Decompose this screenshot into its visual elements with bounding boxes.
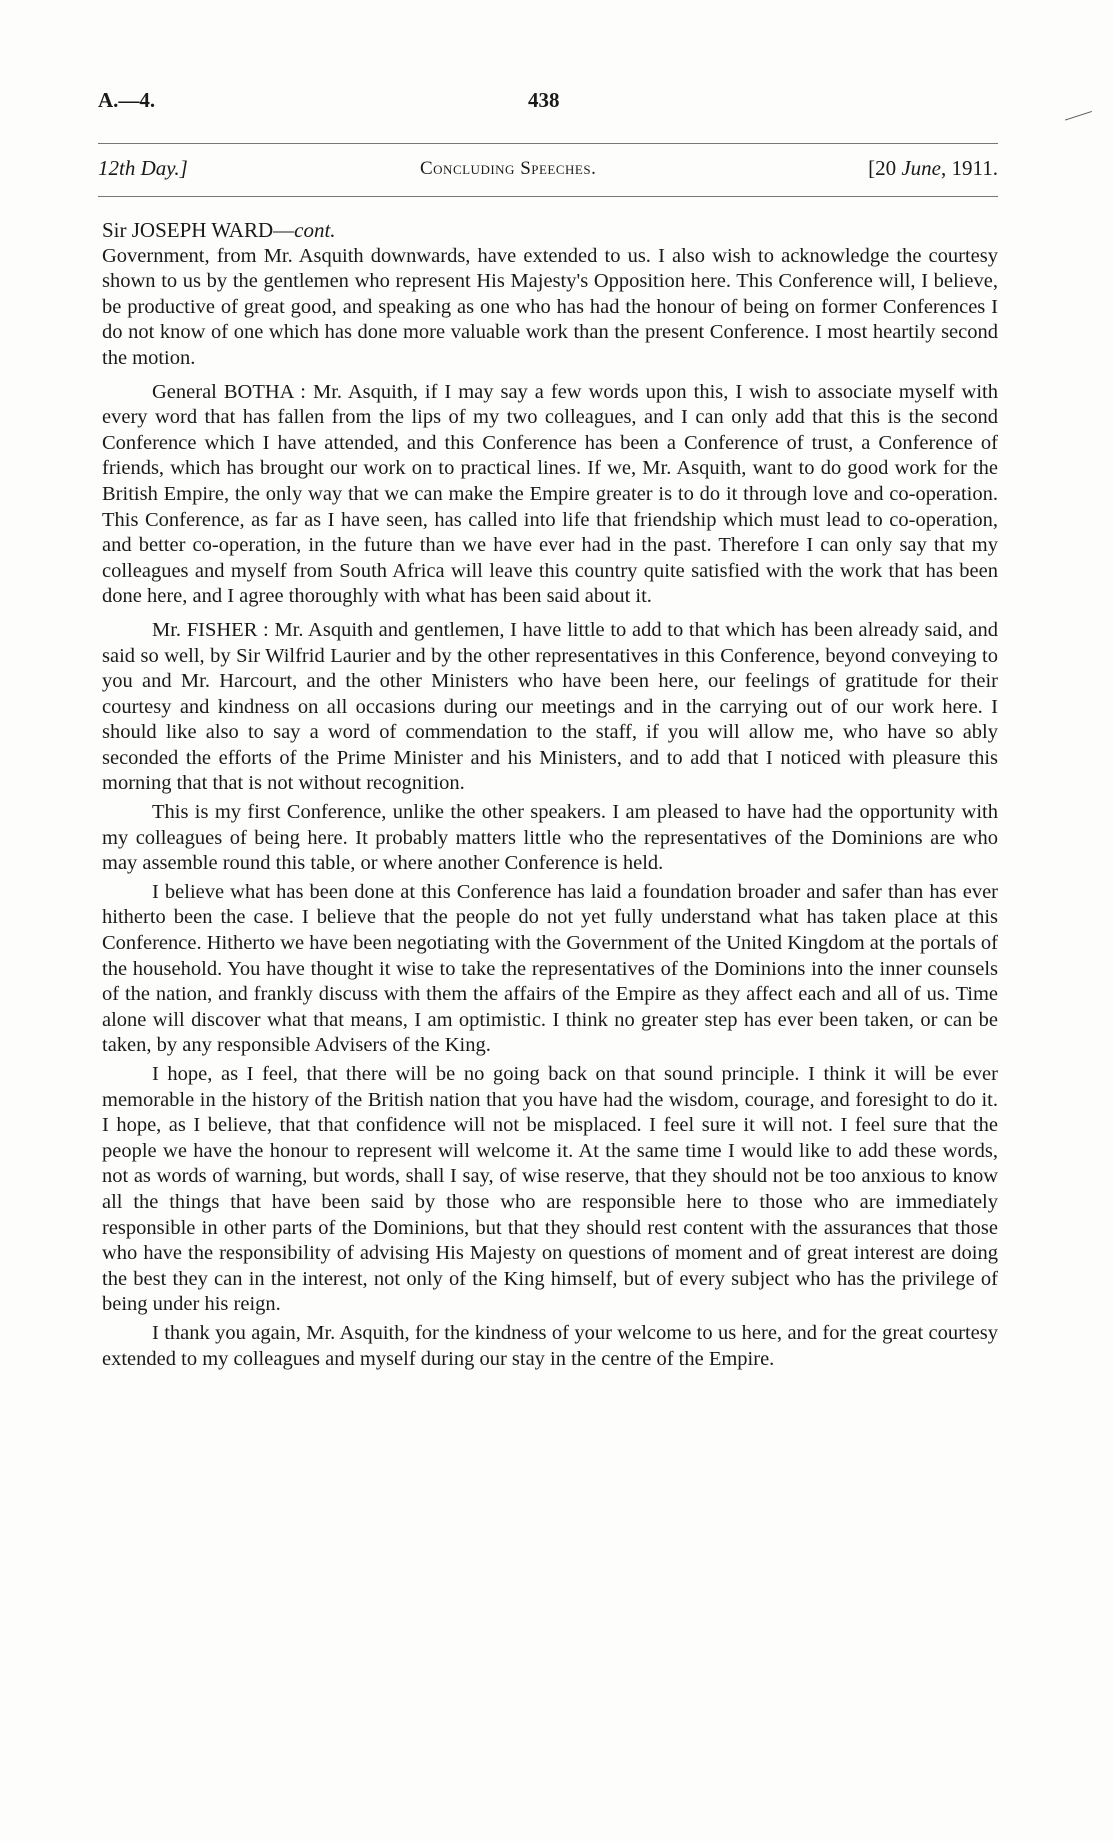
speaker-name: Sir JOSEPH WARD— <box>102 218 295 242</box>
paragraph-fisher-2: This is my first Conference, unlike the other speakers. I am pleased to have had the opportunity with my colleagues of being here. It probably matters little who the representatives of the Dominions are who may assemble round this table, or where another Conference is held. <box>102 801 998 875</box>
paragraph-fisher-3: I believe what has been done at this Conference has laid a foundation broader and safer than has ever hitherto been the case. I believe that the people do not yet fully understand what has taken place at this Conference. Hitherto we have been negotiating with the Government of the United Kingdom at the portals of the household. You have thought it wise to take the representatives of the Dominions into the inner counsels of the nation, and frankly discuss with them the affairs of the Empire as they affect each and all of us. Time alone will discover what that means, I am optimistic. I think no greater step has ever been taken, or can be taken, by any responsible Advisers of the King. <box>102 880 998 1057</box>
document-reference: A.—4. <box>98 88 156 112</box>
margin-mark <box>1065 111 1095 130</box>
paragraph-fisher-1: Mr. FISHER : Mr. Asquith and gentlemen, I have little to add to that which has been already said, and said so well, by Sir Wilfrid Laurier and by the other representatives in this Conference, beyond conveying to you and Mr. Harcourt, and the other Ministers who have been here, our feelings of gratitude for their courtesy and kindness on all occasions during our meetings and in the carrying out of our work here. I should like also to say a word of commendation to the staff, if you will allow me, who have so ably seconded the efforts of the Prime Minister and his Ministers, and to add that I noticed with pleasure this morning that that is not without recognition. <box>102 618 998 795</box>
running-head <box>98 156 998 186</box>
running-head-date <box>868 156 998 181</box>
paragraph-ward: Government, from Mr. Asquith downwards, have extended to us. I also wish to acknowledge the courtesy shown to us by the gentlemen who represent His Majesty's Opposition here. This Conference will, I believe, be productive of great good, and speaking as one who has had the honour of being on former Conferences I do not know of one which has done more valuable work than the present Conference. I most heartily second the motion. <box>102 244 998 369</box>
date-suffix: , 1911. <box>941 156 998 180</box>
date-prefix: [20 <box>868 156 902 180</box>
paragraph-fisher-5: I thank you again, Mr. Asquith, for the kindness of your welcome to us here, and for the great courtesy extended to my colleagues and myself during our stay in the centre of the Empire. <box>102 1321 998 1370</box>
page-number: 438 <box>528 88 560 112</box>
speaker-heading <box>102 218 998 244</box>
speaker-cont: cont. <box>294 218 336 242</box>
running-head-section: Concluding Speeches. <box>420 158 597 179</box>
date-month: June <box>901 156 942 180</box>
speech-body <box>102 218 998 1372</box>
page-header <box>98 88 998 118</box>
header-rule-bottom <box>98 196 998 197</box>
paragraph-botha: General BOTHA : Mr. Asquith, if I may say a few words upon this, I wish to associate myself with every word that has fallen from the lips of my two colleagues, and I can only add that this is the second Conference which I have attended, and this Conference has been a Conference of trust, a Conference of friends, which has brought our work on to practical lines. If we, Mr. Asquith, want to do good work for the British Empire, the only way that we can make the Empire greater is to do it through love and co-operation. This Conference, as far as I have seen, has called into life that friendship which must lead to co-operation, and better co-operation, in the future than we have ever had in the past. Therefore I can only say that my colleagues and myself from South Africa will leave this country quite satisfied with the work that has been done here, and I agree thoroughly with what has been said about it. <box>102 380 998 608</box>
header-rule-top <box>98 143 998 144</box>
paragraph-fisher-4: I hope, as I feel, that there will be no going back on that sound principle. I think it will be ever memorable in the history of the British nation that you have had the wisdom, courage, and foresight to do it. I hope, as I believe, that that confidence will not be misplaced. I feel sure it will not. I feel sure that the people we have the honour to represent will welcome it. At the same time I would like to add these words, not as words of warning, but words, shall I say, of wise reserve, that they should not be too anxious to know all the things that have been said by those who are responsible here to those who are immediately responsible in other parts of the Dominions, but that they should rest content with the assurances that those who have the responsibility of advising His Majesty on questions of moment and of great interest are doing the best they can in the interest, not only of the King himself, but of every subject who has the privilege of being under his reign. <box>102 1063 998 1316</box>
running-head-day: 12th Day.] <box>98 156 188 180</box>
